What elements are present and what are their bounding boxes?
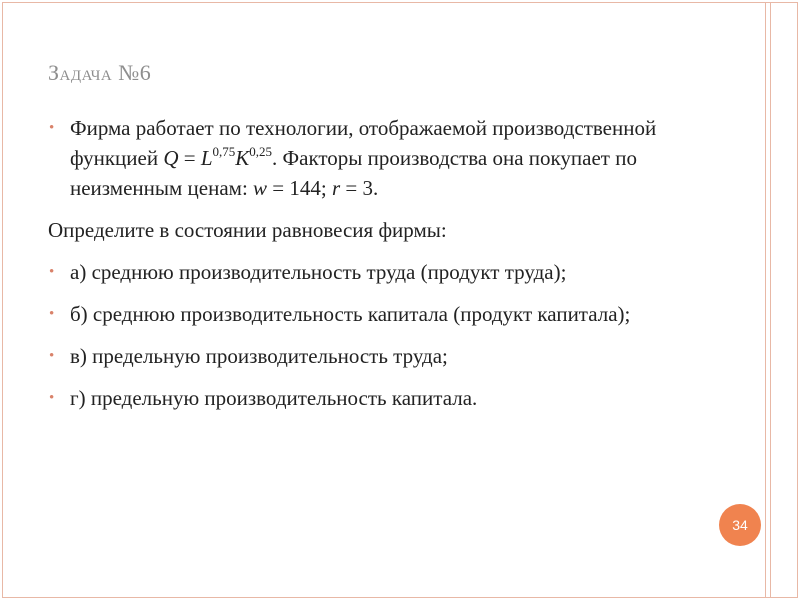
bullet-icon: • <box>49 120 55 136</box>
math-exponent: 0,25 <box>249 144 273 159</box>
slide-frame-band <box>765 2 771 598</box>
problem-text <box>70 116 656 200</box>
text-fragment: = 3. <box>340 176 379 200</box>
math-symbol: L <box>200 146 213 170</box>
text-fragment: = <box>178 146 201 170</box>
text-fragment: . Факторы производства она покупает по неизменным ценам: <box>70 146 637 200</box>
bullet-icon: • <box>49 390 55 406</box>
bullet-icon: • <box>49 264 55 280</box>
slide-content <box>48 113 738 425</box>
math-symbol: Q <box>163 146 179 170</box>
page-number-badge: 34 <box>719 504 761 546</box>
list-item <box>48 257 738 287</box>
list-item-text: в) предельную производительность труда; <box>70 344 448 368</box>
bullet-icon: • <box>49 348 55 364</box>
math-symbol: w <box>253 176 268 200</box>
list-item <box>48 113 738 203</box>
text-fragment: = 144; <box>267 176 332 200</box>
list-item-text: г) предельную производительность капитала. <box>70 386 478 410</box>
bullet-icon: • <box>49 306 55 322</box>
list-item <box>48 383 738 413</box>
list-item <box>48 341 738 371</box>
list-item <box>48 299 738 329</box>
list-item-text: а) среднюю производительность труда (продукт труда); <box>70 260 567 284</box>
slide-title: Задача №6 <box>48 60 152 85</box>
text-fragment: Фирма работает по технологии, отображаемой производственной функцией <box>70 116 657 170</box>
math-symbol: K <box>235 146 250 170</box>
math-symbol: r <box>331 176 341 200</box>
task-instruction: Определите в состоянии равновесия фирмы: <box>48 218 447 242</box>
list-item-text: б) среднюю производительность капитала (продукт капитала); <box>70 302 631 326</box>
math-exponent: 0,75 <box>212 144 236 159</box>
